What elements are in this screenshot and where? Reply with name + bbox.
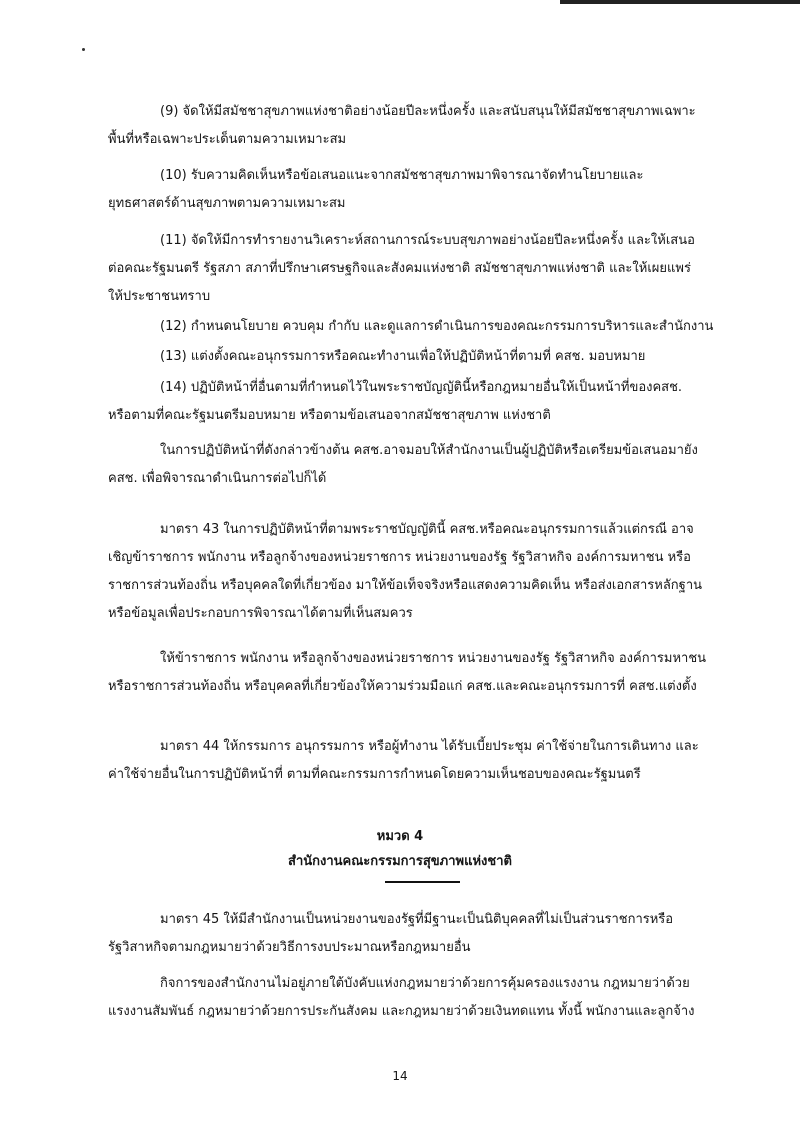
text-line: ต่อคณะรัฐมนตรี รัฐสภา สภาที่ปรึกษาเศรษฐกิจและสังคมแห่งชาติ สมัชชาสุขภาพแห่งชาติ และให้เผยแพร่: [108, 261, 691, 276]
text-line: แรงงานสัมพันธ์ กฎหมายว่าด้วยการประกันสังคม และกฎหมายว่าด้วยเงินทดแทน ทั้งนี้ พนักงานและลูกจ้าง: [108, 1004, 695, 1019]
text-line: (13) แต่งตั้งคณะอนุกรรมการหรือคณะทำงานเพื่อให้ปฏิบัติหน้าที่ตามที่ คสช. มอบหมาย: [160, 349, 646, 364]
section-44: [108, 733, 736, 789]
text-line: มาตรา 45 ให้มีสำนักงานเป็นหน่วยงานของรัฐที่มีฐานะเป็นนิติบุคคลที่ไม่เป็นส่วนราชการหรือ: [160, 912, 674, 927]
text-line: เชิญข้าราชการ พนักงาน หรือลูกจ้างของหน่วยราชการ หน่วยงานของรัฐ รัฐวิสาหกิจ องค์การมหาชน หรือ: [108, 550, 691, 565]
text-line: ให้ประชาชนทราบ: [108, 289, 211, 304]
item-9: [108, 98, 736, 154]
item-13: [108, 343, 736, 371]
text-line: ยุทธศาสตร์ด้านสุขภาพตามความเหมาะสม: [108, 196, 346, 211]
text-line: กิจการของสำนักงานไม่อยู่ภายใต้บังคับแห่งกฎหมายว่าด้วยการคุ้มครองแรงงาน กฎหมายว่าด้วย: [160, 976, 690, 991]
item-14: [108, 374, 736, 430]
chapter-title: สำนักงานคณะกรรมการสุขภาพแห่งชาติ: [288, 854, 512, 869]
chapter-divider: [385, 881, 460, 883]
text-line: หรือราชการส่วนท้องถิ่น หรือบุคคลที่เกี่ยวข้องให้ความร่วมมือแก่ คสช.และคณะอนุกรรมการที่ คสช.แต่งตั้ง: [108, 679, 697, 694]
text-line: (11) จัดให้มีการทำรายงานวิเคราะห์สถานการณ์ระบบสุขภาพอย่างน้อยปีละหนึ่งครั้ง และให้เสนอ: [160, 233, 695, 248]
page-number: 14: [392, 1069, 408, 1083]
text-line: พื้นที่หรือเฉพาะประเด็นตามความเหมาะสม: [108, 132, 347, 147]
section-45-paragraph-2: [108, 970, 736, 1026]
delegation-paragraph: [108, 437, 736, 493]
text-line: (14) ปฏิบัติหน้าที่อื่นตามที่กำหนดไว้ในพระราชบัญญัตินี้หรือกฎหมายอื่นให้เป็นหน้าที่ของคสช.: [160, 380, 683, 395]
text-line: (10) รับความคิดเห็นหรือข้อเสนอแนะจากสมัชชาสุขภาพมาพิจารณาจัดทำนโยบายและ: [160, 168, 644, 183]
text-line: มาตรา 44 ให้กรรมการ อนุกรรมการ หรือผู้ทำงาน ได้รับเบี้ยประชุม ค่าใช้จ่ายในการเดินทาง และ: [160, 739, 699, 754]
section-43-paragraph-2: [108, 645, 736, 701]
text-line: ให้ข้าราชการ พนักงาน หรือลูกจ้างของหน่วยราชการ หน่วยงานของรัฐ รัฐวิสาหกิจ องค์การมหาชน: [160, 651, 707, 666]
chapter-number: หมวด 4: [376, 829, 424, 844]
text-line: ในการปฏิบัติหน้าที่ดังกล่าวข้างต้น คสช.อาจมอบให้สำนักงานเป็นผู้ปฏิบัติหรือเตรียมข้อเสนอมายัง: [160, 443, 698, 458]
text-line: (12) กำหนดนโยบาย ควบคุม กำกับ และดูแลการดำเนินการของคณะกรรมการบริหารและสำนักงาน: [160, 319, 714, 334]
text-line: มาตรา 43 ในการปฏิบัติหน้าที่ตามพระราชบัญญัตินี้ คสช.หรือคณะอนุกรรมการแล้วแต่กรณี อาจ: [160, 522, 694, 537]
item-10: [108, 162, 736, 218]
text-line: รัฐวิสาหกิจตามกฎหมายว่าด้วยวิธีการงบประมาณหรือกฎหมายอื่น: [108, 940, 471, 955]
text-line: ราชการส่วนท้องถิ่น หรือบุคคลใดที่เกี่ยวข้อง มาให้ข้อเท็จจริงหรือแสดงความคิดเห็น หรือส่งเอกสารหลักฐาน: [108, 578, 703, 593]
text-line: ค่าใช้จ่ายอื่นในการปฏิบัติหน้าที่ ตามที่คณะกรรมการกำหนดโดยความเห็นชอบของคณะรัฐมนตรี: [108, 767, 641, 782]
item-11: [108, 227, 736, 311]
text-line: หรือตามที่คณะรัฐมนตรีมอบหมาย หรือตามข้อเสนอจากสมัชชาสุขภาพ แห่งชาติ: [108, 408, 551, 423]
text-line: คสช. เพื่อพิจารณาดำเนินการต่อไปก็ได้: [108, 471, 327, 486]
section-43: [108, 516, 736, 628]
item-12: [108, 313, 736, 341]
text-line: (9) จัดให้มีสมัชชาสุขภาพแห่งชาติอย่างน้อยปีละหนึ่งครั้ง และสนับสนุนให้มีสมัชชาสุขภาพเฉพาะ: [160, 104, 696, 119]
section-45: [108, 906, 736, 962]
text-line: หรือข้อมูลเพื่อประกอบการพิจารณาได้ตามที่เห็นสมควร: [108, 606, 413, 621]
